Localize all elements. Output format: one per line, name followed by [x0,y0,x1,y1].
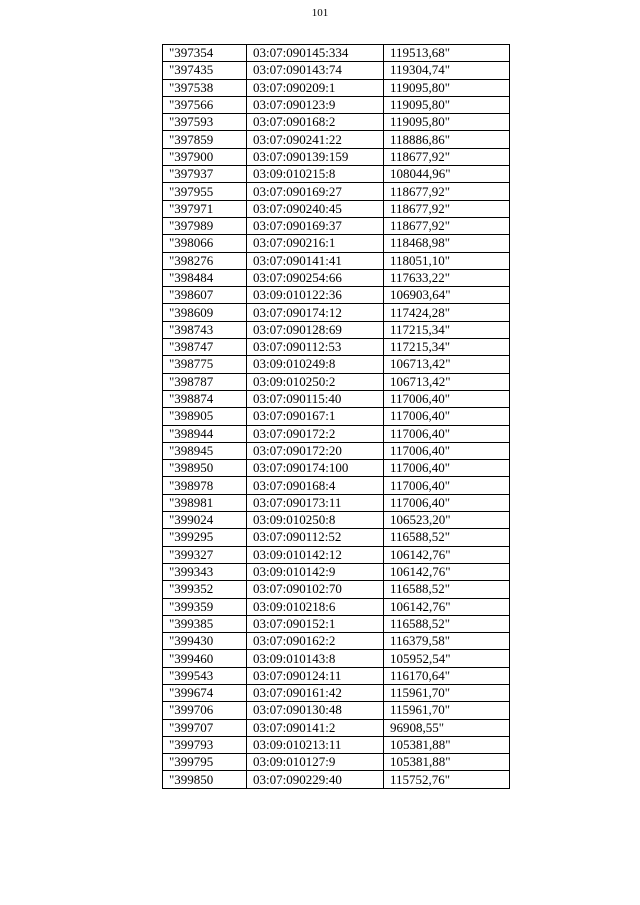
table-row [163,425,510,442]
cadastral-number-cell: 03:09:010250:2 [247,373,384,390]
table-row [163,114,510,131]
cadastral-number-cell: 03:09:010215:8 [247,166,384,183]
table-row [163,684,510,701]
value-cell: 118677,92" [384,148,510,165]
cadastral-number-cell: 03:09:010142:9 [247,563,384,580]
value-cell: 118677,92" [384,217,510,234]
row-id-cell: "397989 [163,217,247,234]
row-id-cell: "399352 [163,581,247,598]
value-cell: 117006,40" [384,442,510,459]
value-cell: 118886,86" [384,131,510,148]
row-id-cell: "399674 [163,684,247,701]
cadastral-number-cell: 03:09:010249:8 [247,356,384,373]
row-id-cell: "398484 [163,269,247,286]
table-row [163,581,510,598]
table-row [163,736,510,753]
table-row [163,45,510,62]
table-row [163,79,510,96]
value-cell: 119095,80" [384,96,510,113]
cadastral-number-cell: 03:09:010213:11 [247,736,384,753]
cadastral-number-cell: 03:07:090112:52 [247,529,384,546]
table-row [163,650,510,667]
row-id-cell: "399343 [163,563,247,580]
row-id-cell: "399460 [163,650,247,667]
cadastral-number-cell: 03:07:090130:48 [247,702,384,719]
table-row [163,373,510,390]
value-cell: 105381,88" [384,754,510,771]
data-table [162,44,510,789]
table-row [163,217,510,234]
value-cell: 117215,34" [384,339,510,356]
cadastral-number-cell: 03:07:090168:2 [247,114,384,131]
value-cell: 117006,40" [384,477,510,494]
value-cell: 117006,40" [384,460,510,477]
table-row [163,546,510,563]
row-id-cell: "399793 [163,736,247,753]
table-row [163,339,510,356]
value-cell: 117006,40" [384,408,510,425]
table-row [163,252,510,269]
cadastral-number-cell: 03:07:090112:53 [247,339,384,356]
row-id-cell: "397937 [163,166,247,183]
row-id-cell: "397955 [163,183,247,200]
table-row [163,408,510,425]
row-id-cell: "399359 [163,598,247,615]
value-cell: 106142,76" [384,546,510,563]
cadastral-number-cell: 03:07:090254:66 [247,269,384,286]
row-id-cell: "397971 [163,200,247,217]
table-row [163,460,510,477]
row-id-cell: "398787 [163,373,247,390]
value-cell: 116170,64" [384,667,510,684]
table-row [163,702,510,719]
cadastral-number-cell: 03:07:090240:45 [247,200,384,217]
row-id-cell: "398950 [163,460,247,477]
cadastral-number-cell: 03:07:090172:2 [247,425,384,442]
value-cell: 116588,52" [384,615,510,632]
row-id-cell: "399707 [163,719,247,736]
value-cell: 117215,34" [384,321,510,338]
row-id-cell: "399795 [163,754,247,771]
value-cell: 117006,40" [384,494,510,511]
page-number: 101 [311,7,329,19]
value-cell: 106523,20" [384,512,510,529]
value-cell: 116588,52" [384,529,510,546]
row-id-cell: "398743 [163,321,247,338]
row-id-cell: "398945 [163,442,247,459]
table-row [163,563,510,580]
row-id-cell: "398066 [163,235,247,252]
table-row [163,512,510,529]
cadastral-number-cell: 03:07:090169:37 [247,217,384,234]
row-id-cell: "398775 [163,356,247,373]
cadastral-number-cell: 03:07:090169:27 [247,183,384,200]
row-id-cell: "399024 [163,512,247,529]
cadastral-number-cell: 03:07:090174:100 [247,460,384,477]
value-cell: 115752,76" [384,771,510,788]
row-id-cell: "398874 [163,390,247,407]
value-cell: 119095,80" [384,114,510,131]
value-cell: 106713,42" [384,373,510,390]
value-cell: 118468,98" [384,235,510,252]
cadastral-number-cell: 03:07:090115:40 [247,390,384,407]
table-row [163,442,510,459]
row-id-cell: "399430 [163,633,247,650]
cadastral-number-cell: 03:07:090162:2 [247,633,384,650]
table-row [163,633,510,650]
cadastral-number-cell: 03:09:010127:9 [247,754,384,771]
row-id-cell: "398905 [163,408,247,425]
cadastral-number-cell: 03:07:090145:334 [247,45,384,62]
cadastral-number-cell: 03:07:090229:40 [247,771,384,788]
row-id-cell: "399295 [163,529,247,546]
value-cell: 96908,55" [384,719,510,736]
cadastral-number-cell: 03:09:010250:8 [247,512,384,529]
row-id-cell: "399850 [163,771,247,788]
row-id-cell: "398276 [163,252,247,269]
cadastral-number-cell: 03:07:090174:12 [247,304,384,321]
table-row [163,96,510,113]
row-id-cell: "399385 [163,615,247,632]
cadastral-number-cell: 03:07:090128:69 [247,321,384,338]
table-row [163,131,510,148]
value-cell: 116379,58" [384,633,510,650]
cadastral-number-cell: 03:09:010122:36 [247,287,384,304]
table-row [163,529,510,546]
cadastral-number-cell: 03:07:090161:42 [247,684,384,701]
row-id-cell: "398981 [163,494,247,511]
table-row [163,62,510,79]
value-cell: 118677,92" [384,183,510,200]
cadastral-number-cell: 03:09:010142:12 [247,546,384,563]
value-cell: 106903,64" [384,287,510,304]
value-cell: 119095,80" [384,79,510,96]
table-row [163,200,510,217]
row-id-cell: "399543 [163,667,247,684]
row-id-cell: "398978 [163,477,247,494]
cadastral-number-cell: 03:07:090124:11 [247,667,384,684]
cadastral-number-cell: 03:07:090139:159 [247,148,384,165]
row-id-cell: "399706 [163,702,247,719]
table-row [163,183,510,200]
cadastral-number-cell: 03:07:090168:4 [247,477,384,494]
row-id-cell: "397566 [163,96,247,113]
table-row [163,304,510,321]
value-cell: 117633,22" [384,269,510,286]
table-row [163,148,510,165]
cadastral-number-cell: 03:07:090143:74 [247,62,384,79]
cadastral-number-cell: 03:07:090216:1 [247,235,384,252]
table-row [163,719,510,736]
value-cell: 118677,92" [384,200,510,217]
row-id-cell: "397435 [163,62,247,79]
cadastral-number-cell: 03:07:090167:1 [247,408,384,425]
value-cell: 106142,76" [384,563,510,580]
cadastral-number-cell: 03:09:010218:6 [247,598,384,615]
cadastral-number-cell: 03:07:090172:20 [247,442,384,459]
table-row [163,356,510,373]
table-row [163,390,510,407]
table-row [163,269,510,286]
value-cell: 108044,96" [384,166,510,183]
cadastral-number-cell: 03:07:090102:70 [247,581,384,598]
table-body [163,45,510,789]
cadastral-number-cell: 03:07:090141:2 [247,719,384,736]
row-id-cell: "397900 [163,148,247,165]
cadastral-number-cell: 03:07:090141:41 [247,252,384,269]
row-id-cell: "399327 [163,546,247,563]
table-row [163,235,510,252]
row-id-cell: "397538 [163,79,247,96]
value-cell: 117006,40" [384,390,510,407]
cadastral-number-cell: 03:09:010143:8 [247,650,384,667]
table-row [163,598,510,615]
table-row [163,667,510,684]
cadastral-number-cell: 03:07:090241:22 [247,131,384,148]
row-id-cell: "398944 [163,425,247,442]
table-row [163,166,510,183]
row-id-cell: "397859 [163,131,247,148]
row-id-cell: "398747 [163,339,247,356]
table-row [163,477,510,494]
value-cell: 105381,88" [384,736,510,753]
value-cell: 106713,42" [384,356,510,373]
value-cell: 117424,28" [384,304,510,321]
table-row [163,494,510,511]
value-cell: 119513,68" [384,45,510,62]
cadastral-number-cell: 03:07:090209:1 [247,79,384,96]
table-row [163,615,510,632]
cadastral-number-cell: 03:07:090173:11 [247,494,384,511]
row-id-cell: "397593 [163,114,247,131]
cadastral-number-cell: 03:07:090152:1 [247,615,384,632]
value-cell: 117006,40" [384,425,510,442]
value-cell: 105952,54" [384,650,510,667]
value-cell: 115961,70" [384,702,510,719]
table-row [163,754,510,771]
value-cell: 119304,74" [384,62,510,79]
row-id-cell: "398607 [163,287,247,304]
table-row [163,287,510,304]
table-row [163,321,510,338]
value-cell: 106142,76" [384,598,510,615]
row-id-cell: "398609 [163,304,247,321]
value-cell: 116588,52" [384,581,510,598]
row-id-cell: "397354 [163,45,247,62]
table-row [163,771,510,788]
value-cell: 115961,70" [384,684,510,701]
value-cell: 118051,10" [384,252,510,269]
cadastral-number-cell: 03:07:090123:9 [247,96,384,113]
